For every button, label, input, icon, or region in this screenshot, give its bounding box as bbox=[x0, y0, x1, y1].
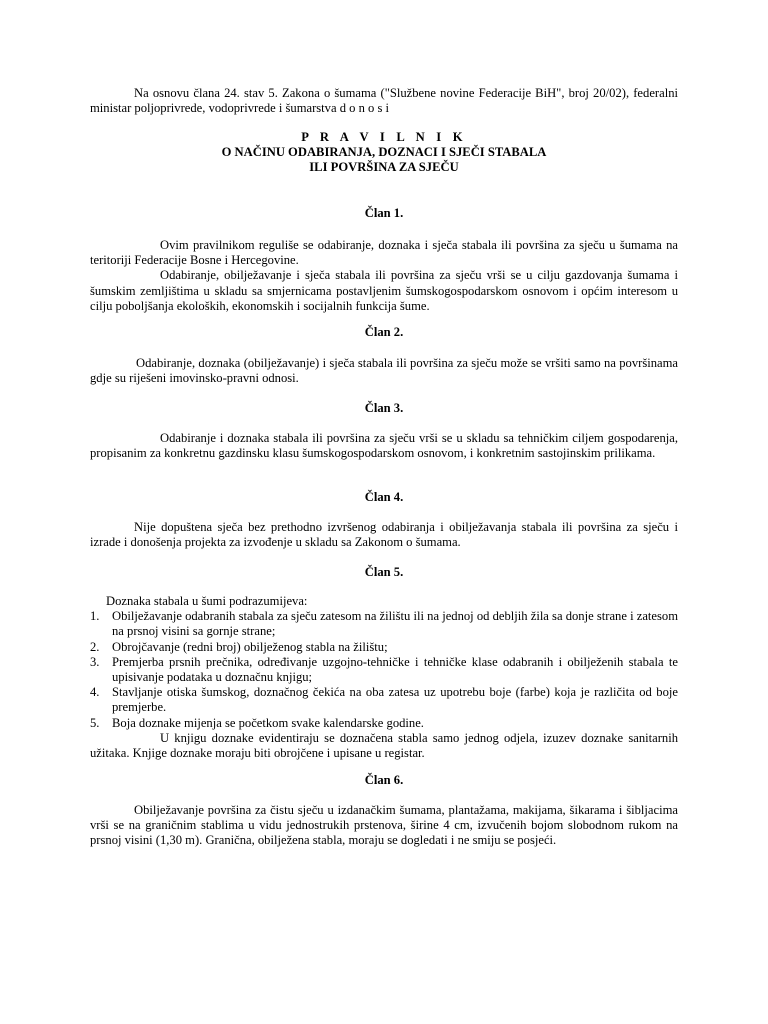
title-line-2: O NAČINU ODABIRANJA, DOZNACI I SJEČI STABALA bbox=[221, 145, 547, 160]
article-paragraph: Odabiranje i doznaka stabala ili površina za sječu vrši se u skladu sa tehničkim ciljem gospodarenja, propisanim za konkretnu gazdinsku klasu šumskogospodarskom osnovom, i konkretnim sastojinskim prilikama. bbox=[90, 431, 678, 461]
article-heading: Član 1. bbox=[364, 206, 404, 220]
doznaka-list bbox=[90, 609, 678, 731]
article-heading: Član 2. bbox=[364, 325, 404, 339]
list-number: 5. bbox=[90, 715, 100, 730]
title-line-3: ILI POVRŠINA ZA SJEČU bbox=[309, 160, 459, 175]
document-title bbox=[90, 130, 678, 176]
list-number: 2. bbox=[90, 639, 100, 654]
article-heading: Član 5. bbox=[364, 565, 404, 579]
article-4-body bbox=[90, 520, 678, 550]
preamble: Na osnovu člana 24. stav 5. Zakona o šumama ("Službene novine Federacije BiH", broj 20/02), federalni ministar poljoprivrede, vodoprivrede i šumarstva d o n o s i bbox=[90, 86, 678, 116]
article-paragraph: Obilježavanje površina za čistu sječu u izdanačkim šumama, plantažama, makijama, šikarama i šibljacima vrši se na graničnim stablima u vidu jednostrukih prstenova, širine 4 cm, izvučenih bojom slobodnom rukom na prsnoj visini (1,30 m). Granična, obilježena stabla, moraju se dogledati i ne smiju se posjeći. bbox=[90, 803, 678, 848]
article-1-body bbox=[90, 238, 678, 314]
list-number: 3. bbox=[90, 654, 100, 669]
article-heading: Član 6. bbox=[364, 773, 404, 787]
list-item bbox=[90, 609, 678, 639]
list-item bbox=[90, 655, 678, 685]
list-item bbox=[90, 685, 678, 715]
list-intro: Doznaka stabala u šumi podrazumijeva: bbox=[106, 594, 308, 608]
list-text: Premjerba prsnih prečnika, određivanje uzgojno-tehničke i tehničke klase odabranih i obilježenih stabala te upisivanje podataka u doznačnu knjigu; bbox=[112, 654, 678, 685]
article-paragraph: U knjigu doznake evidentiraju se doznačena stabla samo jednog odjela, izuzev doznake sanitarnih užitaka. Knjige doznake moraju biti obrojčene i upisane u registar. bbox=[90, 730, 678, 761]
list-number: 4. bbox=[90, 685, 100, 700]
article-5-body bbox=[90, 594, 678, 761]
article-paragraph: Odabiranje, doznaka (obilježavanje) i sječa stabala ili površina za sječu može se vršiti samo na površinama gdje su riješeni imovinsko-pravni odnosi. bbox=[90, 356, 678, 386]
list-text: Stavljanje otiska šumskog, doznačnog čekića na oba zatesa uz upotrebu boje (farbe) koja je različita od boje premjerbe. bbox=[112, 685, 678, 715]
article-paragraph: Odabiranje, obilježavanje i sječa stabala ili površina za sječu vrši se u cilju gazdovanja šumama i šumskim zemljištima u skladu sa smjernicama postavljenim šumskogospodarskom osnovom i općim interesom u cilju poboljšanja ekoloških, ekonomskih i socijalnih funkcija šume. bbox=[90, 268, 678, 313]
list-item bbox=[90, 716, 678, 731]
article-heading: Član 4. bbox=[364, 490, 404, 504]
article-3-body bbox=[90, 431, 678, 461]
article-paragraph: Ovim pravilnikom reguliše se odabiranje, doznaka i sječa stabala ili površina za sječu u šumama na teritoriji Federacije Bosne i Hercegovine. bbox=[90, 238, 678, 268]
article-2-body bbox=[90, 356, 678, 386]
list-item bbox=[90, 640, 678, 655]
list-number: 1. bbox=[90, 609, 100, 624]
list-text: Obilježavanje odabranih stabala za sječu zatesom na žilištu ili na jednoj od debljih žila sa donje strane i zatesom na prsnoj visini sa gornje strane; bbox=[112, 609, 678, 639]
article-6-body bbox=[90, 803, 678, 849]
list-text: Boja doznake mijenja se početkom svake kalendarske godine. bbox=[112, 715, 424, 730]
list-text: Obrojčavanje (redni broj) obilježenog stabla na žilištu; bbox=[112, 639, 388, 654]
article-paragraph: Nije dopuštena sječa bez prethodno izvršenog odabiranja i obilježavanja stabala ili površina za sječu i izrade i donošenja projekta za izvođenje u skladu sa Zakonom o šumama. bbox=[90, 520, 678, 550]
article-heading: Član 3. bbox=[364, 401, 404, 415]
title-line-1: P R A V I L N I K bbox=[301, 130, 467, 144]
